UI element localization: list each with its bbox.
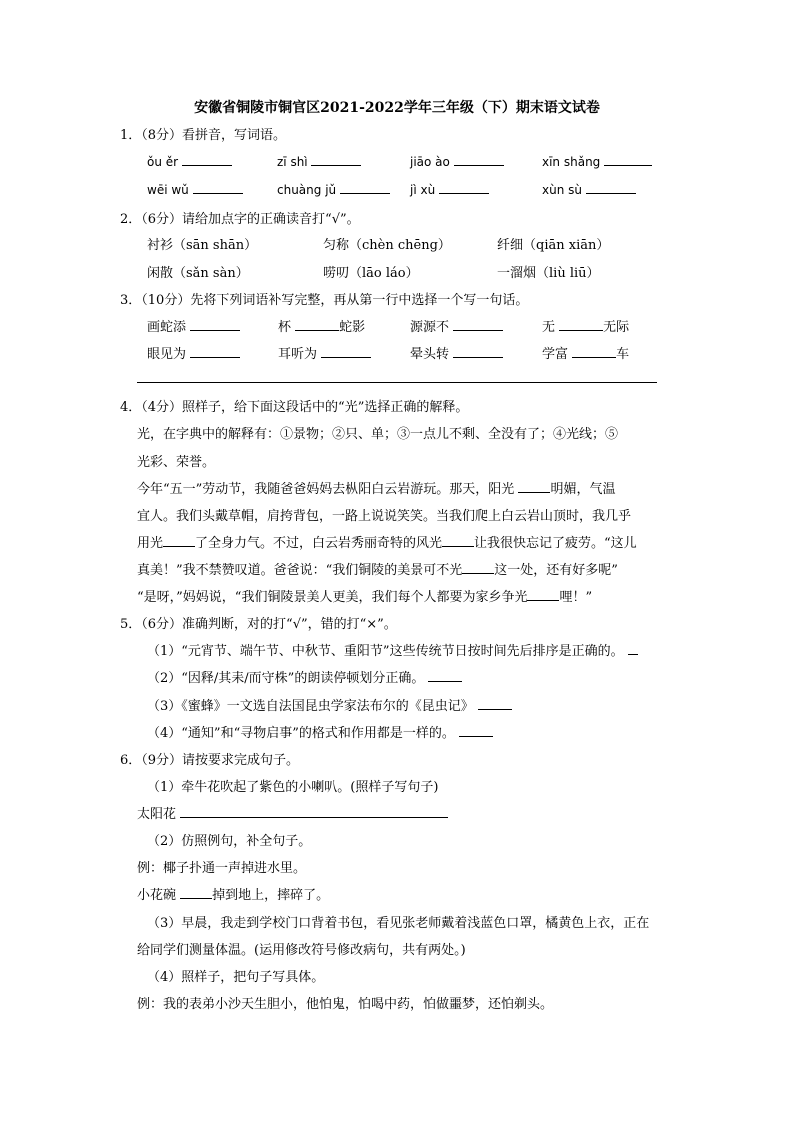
q6-subquestion: （1）牵牛花吹起了紫色的小喇叭。(照样子写句子) xyxy=(147,780,439,795)
answer-blank[interactable] xyxy=(321,345,371,358)
q3-item: 无 无际 xyxy=(542,320,630,335)
q4-passage-line: 宜人。我们头戴草帽，肩挎背包，一路上说说笑笑。当我们爬上白云岩山顶时，我几乎 xyxy=(137,509,632,524)
q1-item: chuàng jǔ xyxy=(277,181,390,197)
answer-blank[interactable] xyxy=(478,697,512,710)
q1-item: ǒu ěr xyxy=(147,153,232,169)
answer-blank[interactable] xyxy=(442,534,474,547)
q1-item: jiāo ào xyxy=(410,153,504,169)
q4-passage-line: 用光 了全身力气。不过，白云岩秀丽奇特的风光 让我很快忘记了疲劳。“这儿 xyxy=(137,536,637,551)
q1-item: xùn sù xyxy=(542,181,636,197)
q2-item: 唠叨（lāo láo） xyxy=(323,266,419,281)
q1-item: xīn shǎng xyxy=(542,153,652,169)
q1-item: jì xù xyxy=(410,181,489,197)
answer-blank[interactable] xyxy=(518,480,550,493)
answer-blank[interactable] xyxy=(311,153,361,166)
answer-blank[interactable] xyxy=(453,318,503,331)
q4-definition-line: 光，在字典中的解释有：①景物；②只、单；③一点儿不剩、全没有了；④光线；⑤ xyxy=(137,427,619,442)
q5-item: （4）“通知”和“寻物启事”的格式和作用都是一样的。 xyxy=(147,722,493,741)
answer-blank[interactable] xyxy=(604,153,652,166)
q3-item: 学富 车 xyxy=(542,347,630,362)
q5-item: （3）《蜜蜂》一文选自法国昆虫学家法布尔的《昆虫记》 xyxy=(147,695,512,714)
answer-blank[interactable] xyxy=(572,345,616,358)
answer-blank[interactable] xyxy=(459,724,493,737)
q3-item: 画蛇添 xyxy=(147,316,240,335)
q6-subquestion: 给同学们测量体温。(运用修改符号修改病句，共有两处。) xyxy=(137,943,466,958)
q6-example: 例：椰子扑通一声掉进水里。 xyxy=(137,861,307,876)
q4-header: 4．（4分）照样子，给下面这段话中的“光”选择正确的解释。 xyxy=(120,400,469,415)
q6-header: 6．（9分）请按要求完成句子。 xyxy=(120,753,300,768)
answer-blank[interactable] xyxy=(190,345,240,358)
answer-blank[interactable] xyxy=(193,181,243,194)
answer-blank[interactable] xyxy=(559,318,603,331)
q3-item: 眼见为 xyxy=(147,343,240,362)
q6-answer-line: 太阳花 xyxy=(137,803,448,822)
q2-item: 一溜烟（liù liū） xyxy=(497,266,600,281)
answer-blank[interactable] xyxy=(586,181,636,194)
q2-item: 衬衫（sān shān） xyxy=(147,238,258,253)
q4-definition-line: 光彩、荣誉。 xyxy=(137,455,216,470)
q6-subquestion: （4）照样子，把句子写具体。 xyxy=(147,970,325,985)
q6-example: 例：我的表弟小沙天生胆小，他怕鬼，怕喝中药，怕做噩梦，还怕剃头。 xyxy=(137,997,554,1012)
q5-header: 5．（6分）准确判断，对的打“√”，错的打“×”。 xyxy=(120,617,397,632)
sentence-answer-line[interactable] xyxy=(137,382,657,383)
answer-blank[interactable] xyxy=(439,181,489,194)
q3-item: 晕头转 xyxy=(410,343,503,362)
q1-header: 1．（8分）看拼音，写词语。 xyxy=(120,128,287,143)
q3-item: 源源不 xyxy=(410,316,503,335)
q6-answer-line: 小花碗 掉到地上，摔碎了。 xyxy=(137,888,330,903)
q5-item: （2）“因释/其耒/而守株”的朗读停顿划分正确。 xyxy=(147,667,462,686)
answer-blank[interactable] xyxy=(163,534,195,547)
q5-item: （1）“元宵节、端午节、中秋节、重阳节”这些传统节日按时间先后排序是正确的。 xyxy=(147,640,638,659)
answer-blank[interactable] xyxy=(340,181,390,194)
q2-item: 匀称（chèn chēng） xyxy=(323,238,451,253)
answer-blank[interactable] xyxy=(628,642,638,655)
q2-item: 纤细（qiān xiān） xyxy=(497,238,610,253)
q4-passage-line: “是呀，”妈妈说，“我们铜陵景美人更美，我们每个人都要为家乡争光 哩！” xyxy=(137,590,593,605)
q3-item: 杯 蛇影 xyxy=(278,320,366,335)
q2-header: 2．（6分）请给加点字的正确读音打“√”。 xyxy=(120,212,360,227)
answer-blank[interactable] xyxy=(527,588,559,601)
q6-subquestion: （3）早晨，我走到学校门口背着书包，看见张老师戴着浅蓝色口罩，橘黄色上衣，正在 xyxy=(147,916,650,931)
answer-blank[interactable] xyxy=(180,886,212,899)
answer-blank[interactable] xyxy=(428,669,462,682)
q2-item: 闲散（sǎn sàn） xyxy=(147,266,249,281)
answer-blank[interactable] xyxy=(462,561,494,574)
q1-item: zī shì xyxy=(277,153,361,169)
answer-blank[interactable] xyxy=(295,318,339,331)
answer-blank[interactable] xyxy=(180,805,448,818)
answer-blank[interactable] xyxy=(453,345,503,358)
q4-passage-line: 真美！”我不禁赞叹道。爸爸说：“我们铜陵的美景可不光 这一处，还有好多呢” xyxy=(137,563,618,578)
q6-subquestion: （2）仿照例句，补全句子。 xyxy=(147,834,312,849)
q3-header: 3．（10分）先将下列词语补写完整，再从第一行中选择一个写一句话。 xyxy=(120,293,529,308)
answer-blank[interactable] xyxy=(454,153,504,166)
q1-item: wēi wǔ xyxy=(147,181,243,197)
q4-passage-line: 今年“五一”劳动节，我随爸爸妈妈去枞阳白云岩游玩。那天，阳光 明媚，气温 xyxy=(137,482,616,497)
answer-blank[interactable] xyxy=(182,153,232,166)
answer-blank[interactable] xyxy=(190,318,240,331)
q3-item: 耳听为 xyxy=(278,343,371,362)
page-title: 安徽省铜陵市铜官区2021-2022学年三年级（下）期末语文试卷 xyxy=(194,100,600,116)
